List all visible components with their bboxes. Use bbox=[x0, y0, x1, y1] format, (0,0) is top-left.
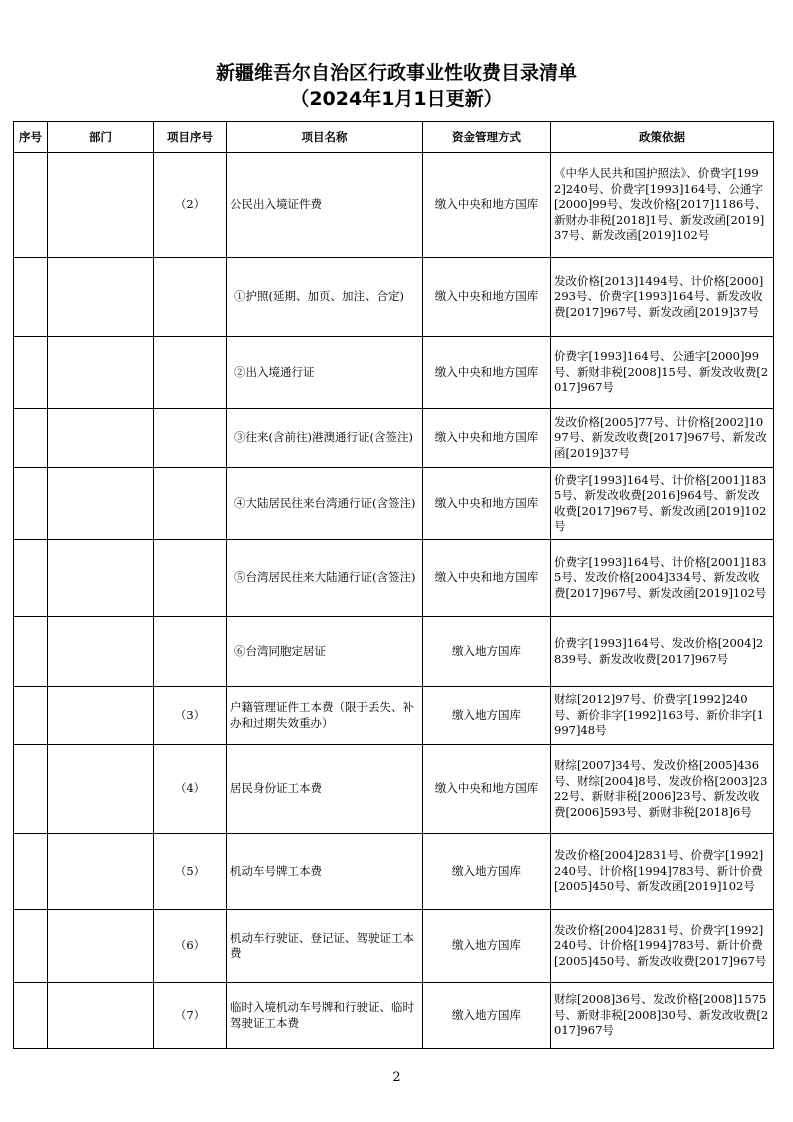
cell-item-name: 机动车号牌工本费 bbox=[227, 834, 423, 910]
cell-item-seq: （4） bbox=[154, 745, 227, 834]
fee-catalog-table bbox=[13, 121, 774, 1049]
table-row bbox=[14, 468, 774, 540]
cell-fund-management: 缴入中央和地方国库 bbox=[423, 153, 551, 258]
table-row bbox=[14, 617, 774, 687]
cell-seq bbox=[14, 834, 48, 910]
cell-fund-management: 缴入中央和地方国库 bbox=[423, 468, 551, 540]
cell-item-name: ⑤台湾居民往来大陆通行证(含签注) bbox=[227, 540, 423, 617]
cell-seq bbox=[14, 337, 48, 409]
cell-item-seq: （3） bbox=[154, 687, 227, 745]
table-row bbox=[14, 540, 774, 617]
table-header-row bbox=[14, 122, 774, 153]
page-number: 2 bbox=[392, 1070, 401, 1085]
header-seq: 序号 bbox=[14, 122, 48, 153]
cell-dept bbox=[48, 409, 154, 468]
cell-seq bbox=[14, 687, 48, 745]
cell-dept bbox=[48, 258, 154, 337]
cell-item-seq: （2） bbox=[154, 153, 227, 258]
cell-dept bbox=[48, 910, 154, 983]
cell-policy-basis: 发改价格[2004]2831号、价费字[1992]240号、计价格[1994]783号、新计价费[2005]450号、新发改收费[2017]967号 bbox=[551, 910, 774, 983]
cell-policy-basis: 发改价格[2013]1494号、计价格[2000]293号、价费字[1993]164号、新发改收费[2017]967号、新发改函[2019]37号 bbox=[551, 258, 774, 337]
cell-item-seq bbox=[154, 409, 227, 468]
cell-item-name: 临时入境机动车号牌和行驶证、临时驾驶证工本费 bbox=[227, 983, 423, 1049]
cell-seq bbox=[14, 258, 48, 337]
cell-seq bbox=[14, 540, 48, 617]
cell-policy-basis: 财综[2007]34号、发改价格[2005]436号、财综[2004]8号、发改价格[2003]2322号、新财非税[2006]23号、新发改收费[2006]593号、新财非税[2018]6号 bbox=[551, 745, 774, 834]
cell-seq bbox=[14, 617, 48, 687]
table-row bbox=[14, 687, 774, 745]
table-row bbox=[14, 153, 774, 258]
cell-policy-basis: 价费字[1993]164号、计价格[2001]1835号、新发改收费[2016]964号、新发改收费[2017]967号、新发改函[2019]102号 bbox=[551, 468, 774, 540]
cell-seq bbox=[14, 745, 48, 834]
cell-seq bbox=[14, 983, 48, 1049]
cell-item-name: ③往来(含前往)港澳通行证(含签注) bbox=[227, 409, 423, 468]
cell-item-seq: （7） bbox=[154, 983, 227, 1049]
header-item-name: 项目名称 bbox=[227, 122, 423, 153]
cell-dept bbox=[48, 983, 154, 1049]
cell-item-name: ④大陆居民往来台湾通行证(含签注) bbox=[227, 468, 423, 540]
cell-fund-management: 缴入地方国库 bbox=[423, 687, 551, 745]
header-dept: 部门 bbox=[48, 122, 154, 153]
cell-item-seq: （5） bbox=[154, 834, 227, 910]
cell-policy-basis: 价费字[1993]164号、发改价格[2004]2839号、新发改收费[2017]967号 bbox=[551, 617, 774, 687]
cell-policy-basis: 价费字[1993]164号、公通字[2000]99号、新财非税[2008]15号、新发改收费[2017]967号 bbox=[551, 337, 774, 409]
cell-dept bbox=[48, 337, 154, 409]
cell-item-seq: （6） bbox=[154, 910, 227, 983]
header-fund-management: 资金管理方式 bbox=[423, 122, 551, 153]
document-subtitle: （2024年1月1日更新） bbox=[290, 88, 503, 110]
cell-item-seq bbox=[154, 337, 227, 409]
cell-item-seq bbox=[154, 617, 227, 687]
cell-item-name: 机动车行驶证、登记证、驾驶证工本费 bbox=[227, 910, 423, 983]
cell-fund-management: 缴入地方国库 bbox=[423, 983, 551, 1049]
cell-item-seq bbox=[154, 540, 227, 617]
cell-item-name: ①护照(延期、加页、加注、合定) bbox=[227, 258, 423, 337]
table-row bbox=[14, 983, 774, 1049]
cell-fund-management: 缴入中央和地方国库 bbox=[423, 337, 551, 409]
cell-policy-basis: 发改价格[2005]77号、计价格[2002]1097号、新发改收费[2017]967号、新发改函[2019]37号 bbox=[551, 409, 774, 468]
cell-fund-management: 缴入中央和地方国库 bbox=[423, 258, 551, 337]
cell-dept bbox=[48, 540, 154, 617]
table-row bbox=[14, 834, 774, 910]
header-item-seq: 项目序号 bbox=[154, 122, 227, 153]
cell-fund-management: 缴入中央和地方国库 bbox=[423, 540, 551, 617]
document-title: 新疆维吾尔自治区行政事业性收费目录清单 bbox=[215, 62, 577, 84]
cell-policy-basis: 价费字[1993]164号、计价格[2001]1835号、发改价格[2004]334号、新发改收费[2017]967号、新发改函[2019]102号 bbox=[551, 540, 774, 617]
table-row bbox=[14, 745, 774, 834]
cell-item-seq bbox=[154, 258, 227, 337]
cell-item-name: 户籍管理证件工本费（限于丢失、补办和过期失效重办） bbox=[227, 687, 423, 745]
cell-fund-management: 缴入中央和地方国库 bbox=[423, 409, 551, 468]
table-row bbox=[14, 337, 774, 409]
cell-item-name: ②出入境通行证 bbox=[227, 337, 423, 409]
cell-dept bbox=[48, 617, 154, 687]
cell-fund-management: 缴入地方国库 bbox=[423, 834, 551, 910]
table-row bbox=[14, 258, 774, 337]
header-policy-basis: 政策依据 bbox=[551, 122, 774, 153]
cell-item-name: 居民身份证工本费 bbox=[227, 745, 423, 834]
cell-item-name: 公民出入境证件费 bbox=[227, 153, 423, 258]
cell-dept bbox=[48, 834, 154, 910]
cell-dept bbox=[48, 745, 154, 834]
cell-fund-management: 缴入中央和地方国库 bbox=[423, 745, 551, 834]
cell-seq bbox=[14, 409, 48, 468]
cell-item-name: ⑥台湾同胞定居证 bbox=[227, 617, 423, 687]
cell-dept bbox=[48, 468, 154, 540]
table-row bbox=[14, 910, 774, 983]
cell-policy-basis: 财综[2012]97号、价费字[1992]240号、新价非字[1992]163号、新价非字[1997]48号 bbox=[551, 687, 774, 745]
cell-fund-management: 缴入地方国库 bbox=[423, 910, 551, 983]
cell-seq bbox=[14, 153, 48, 258]
cell-seq bbox=[14, 910, 48, 983]
cell-item-seq bbox=[154, 468, 227, 540]
cell-policy-basis: 发改价格[2004]2831号、价费字[1992]240号、计价格[1994]783号、新计价费[2005]450号、新发改函[2019]102号 bbox=[551, 834, 774, 910]
cell-dept bbox=[48, 687, 154, 745]
cell-fund-management: 缴入地方国库 bbox=[423, 617, 551, 687]
cell-policy-basis: 《中华人民共和国护照法》、价费字[1992]240号、价费字[1993]164号、公通字[2000]99号、发改价格[2017]1186号、新财办非税[2018]1号、新发改函[2019]37号、新发改函[2019]102号 bbox=[551, 153, 774, 258]
table-row bbox=[14, 409, 774, 468]
cell-policy-basis: 财综[2008]36号、发改价格[2008]1575号、新财非税[2008]30号、新发改收费[2017]967号 bbox=[551, 983, 774, 1049]
cell-seq bbox=[14, 468, 48, 540]
cell-dept bbox=[48, 153, 154, 258]
